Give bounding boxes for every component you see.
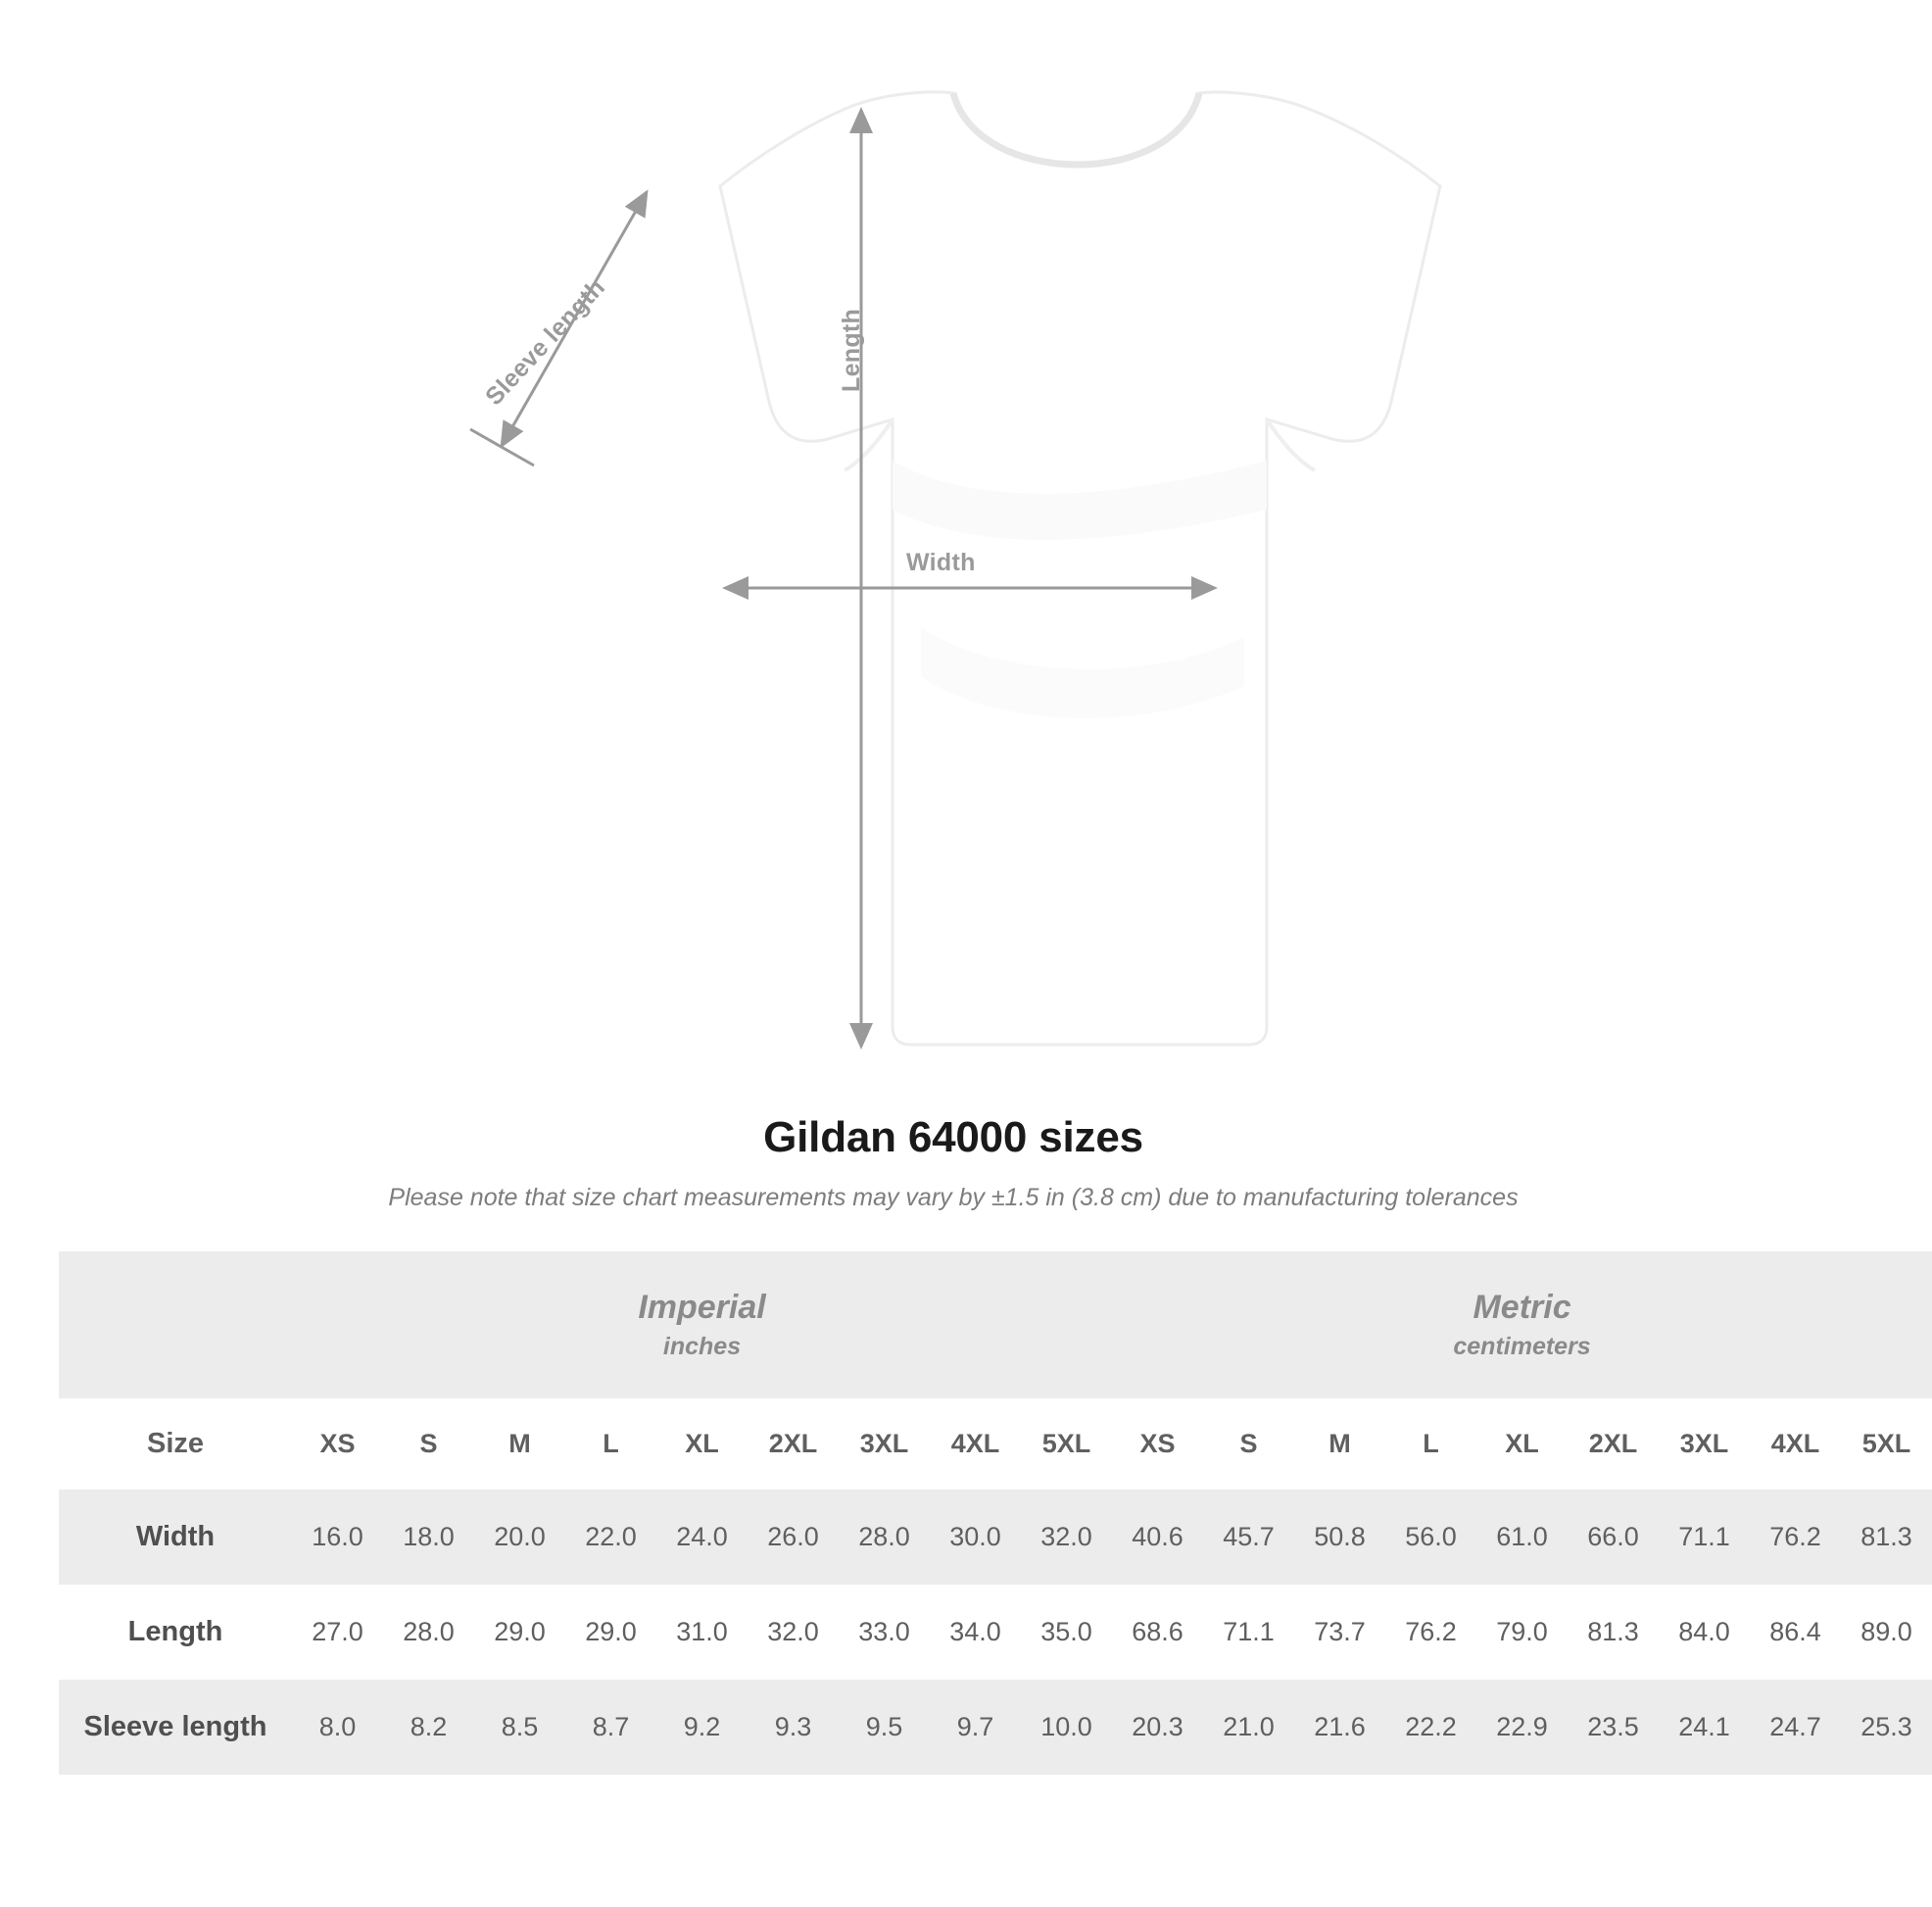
table-cell: 24.1 <box>1659 1680 1750 1775</box>
unit-name-imperial: Imperial <box>638 1289 766 1326</box>
table-cell: 50.8 <box>1294 1490 1385 1585</box>
table-cell: 21.0 <box>1203 1680 1294 1775</box>
table-cell: 76.2 <box>1750 1490 1841 1585</box>
unit-header-metric <box>1112 1251 1932 1398</box>
table-cell: 89.0 <box>1841 1585 1932 1680</box>
table-cell: 81.3 <box>1841 1490 1932 1585</box>
table-cell: 20.0 <box>474 1490 565 1585</box>
width-label: Width <box>906 549 976 576</box>
unit-sub-metric: centimeters <box>1453 1332 1591 1360</box>
size-header-cell: 3XL <box>1659 1398 1750 1490</box>
size-table-container <box>59 1251 1912 1775</box>
table-cell: 32.0 <box>1021 1490 1112 1585</box>
table-cell: 22.2 <box>1385 1680 1476 1775</box>
size-header-cell: 5XL <box>1021 1398 1112 1490</box>
table-cell: 71.1 <box>1659 1490 1750 1585</box>
table-cell: 20.3 <box>1112 1680 1203 1775</box>
table-cell: 30.0 <box>930 1490 1021 1585</box>
table-cell: 79.0 <box>1476 1585 1568 1680</box>
table-cell: 28.0 <box>839 1490 930 1585</box>
table-cell: 32.0 <box>748 1585 839 1680</box>
table-cell: 35.0 <box>1021 1585 1112 1680</box>
tshirt-shape <box>720 92 1440 1045</box>
table-cell: 26.0 <box>748 1490 839 1585</box>
size-header-cell: M <box>1294 1398 1385 1490</box>
table-cell: 8.2 <box>383 1680 474 1775</box>
unit-sub-imperial: inches <box>662 1332 742 1360</box>
table-cell: 81.3 <box>1568 1585 1659 1680</box>
table-cell: 23.5 <box>1568 1680 1659 1775</box>
size-header-cell: L <box>565 1398 656 1490</box>
page-title: Gildan 64000 sizes <box>763 1113 1143 1161</box>
size-header-cell: L <box>1385 1398 1476 1490</box>
size-header-cell: 4XL <box>930 1398 1021 1490</box>
table-cell: 45.7 <box>1203 1490 1294 1585</box>
table-cell: 24.0 <box>656 1490 748 1585</box>
table-cell: 8.0 <box>292 1680 383 1775</box>
table-cell: 29.0 <box>474 1585 565 1680</box>
table-cell: 61.0 <box>1476 1490 1568 1585</box>
table-cell: 34.0 <box>930 1585 1021 1680</box>
table-cell: 18.0 <box>383 1490 474 1585</box>
size-header-cell: XL <box>1476 1398 1568 1490</box>
table-cell: 68.6 <box>1112 1585 1203 1680</box>
table-cell: 31.0 <box>656 1585 748 1680</box>
table-cell: 22.0 <box>565 1490 656 1585</box>
table-cell: 33.0 <box>839 1585 930 1680</box>
size-header-cell: 3XL <box>839 1398 930 1490</box>
size-header-cell: 2XL <box>1568 1398 1659 1490</box>
size-header-cell: XS <box>1112 1398 1203 1490</box>
size-header-cell: XL <box>656 1398 748 1490</box>
table-cell: 25.3 <box>1841 1680 1932 1775</box>
row-label-length: Length <box>59 1585 292 1680</box>
table-cell: 86.4 <box>1750 1585 1841 1680</box>
unit-name-metric: Metric <box>1473 1289 1571 1326</box>
unit-header-imperial <box>292 1251 1112 1398</box>
table-cell: 9.5 <box>839 1680 930 1775</box>
unit-header-row <box>59 1251 1932 1398</box>
table-row <box>59 1585 1932 1680</box>
table-cell: 76.2 <box>1385 1585 1476 1680</box>
row-label-sleeve-length: Sleeve length <box>59 1680 292 1775</box>
size-header-cell: 2XL <box>748 1398 839 1490</box>
tolerance-note: Please note that size chart measurements may vary by ±1.5 in (3.8 cm) due to manufacturing tolerances <box>388 1184 1519 1211</box>
size-header-cell: M <box>474 1398 565 1490</box>
size-header-row <box>59 1398 1932 1490</box>
table-cell: 8.7 <box>565 1680 656 1775</box>
table-cell: 9.7 <box>930 1680 1021 1775</box>
table-cell: 21.6 <box>1294 1680 1385 1775</box>
size-header-label: Size <box>59 1398 292 1490</box>
sleeve-length-label: Sleeve length <box>480 273 611 412</box>
size-header-cell: 4XL <box>1750 1398 1841 1490</box>
table-cell: 40.6 <box>1112 1490 1203 1585</box>
table-cell: 28.0 <box>383 1585 474 1680</box>
table-cell: 27.0 <box>292 1585 383 1680</box>
table-cell: 56.0 <box>1385 1490 1476 1585</box>
size-header-cell: S <box>383 1398 474 1490</box>
table-cell: 9.3 <box>748 1680 839 1775</box>
table-cell: 84.0 <box>1659 1585 1750 1680</box>
table-row <box>59 1680 1932 1775</box>
table-cell: 9.2 <box>656 1680 748 1775</box>
table-cell: 29.0 <box>565 1585 656 1680</box>
table-cell: 8.5 <box>474 1680 565 1775</box>
size-header-cell: 5XL <box>1841 1398 1932 1490</box>
table-row <box>59 1490 1932 1585</box>
table-cell: 66.0 <box>1568 1490 1659 1585</box>
table-cell: 10.0 <box>1021 1680 1112 1775</box>
table-cell: 16.0 <box>292 1490 383 1585</box>
unit-header-spacer <box>59 1251 292 1398</box>
size-table <box>59 1251 1932 1775</box>
length-label: Length <box>838 308 865 392</box>
row-label-width: Width <box>59 1490 292 1585</box>
table-cell: 73.7 <box>1294 1585 1385 1680</box>
table-cell: 24.7 <box>1750 1680 1841 1775</box>
size-header-cell: S <box>1203 1398 1294 1490</box>
size-header-cell: XS <box>292 1398 383 1490</box>
table-cell: 71.1 <box>1203 1585 1294 1680</box>
table-cell: 22.9 <box>1476 1680 1568 1775</box>
